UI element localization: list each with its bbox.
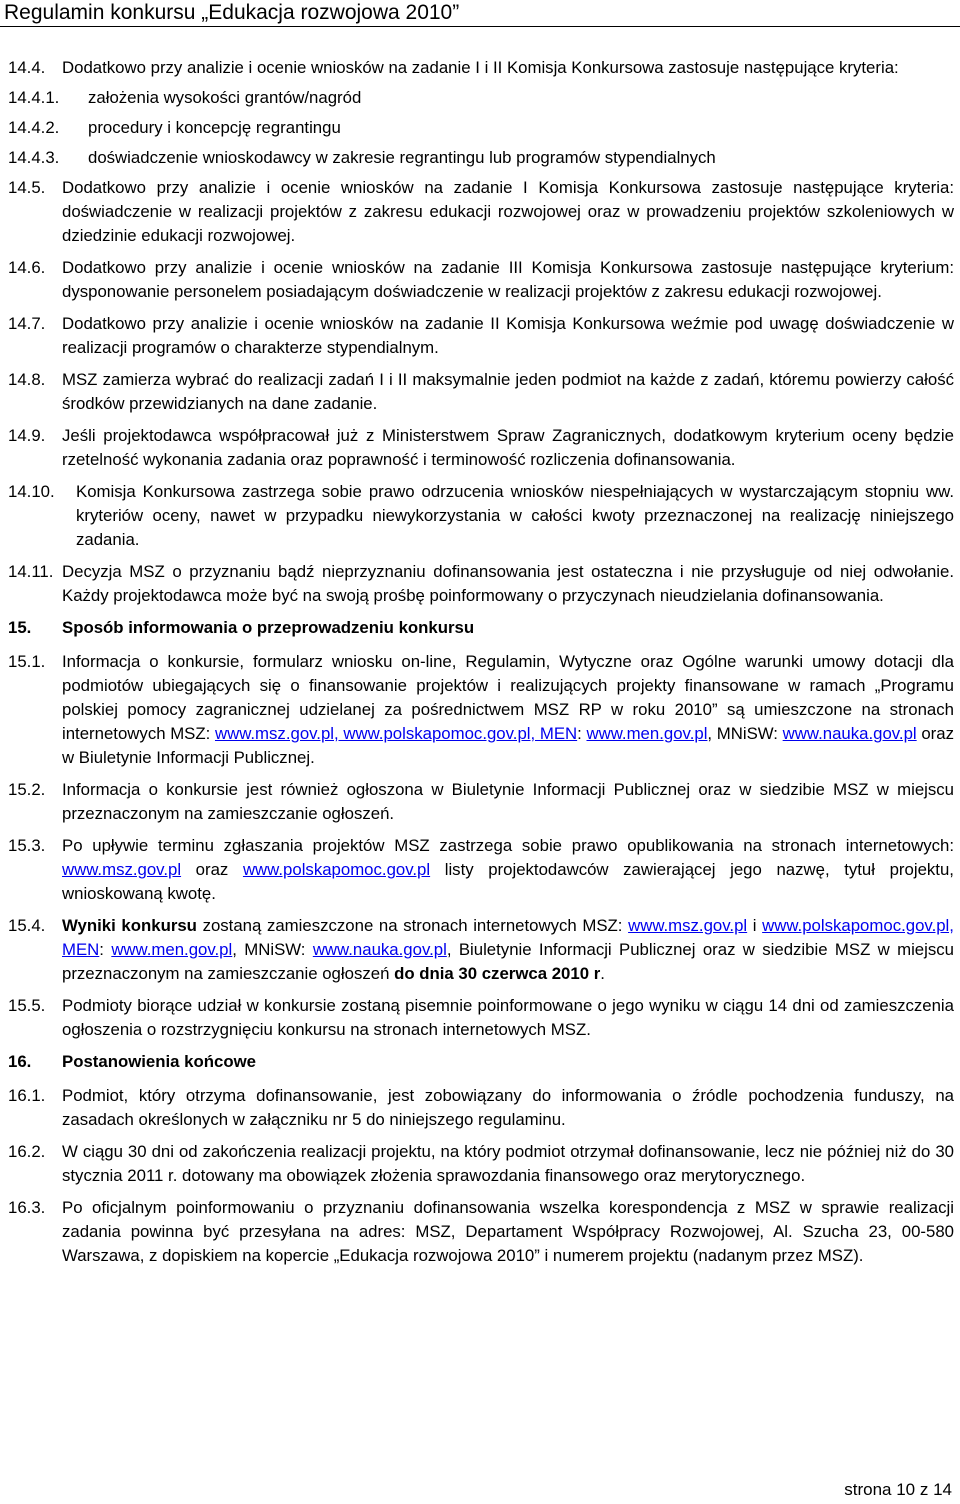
- paragraph-number: 14.4.2.: [8, 118, 60, 137]
- paragraph-text: listy projektodawców zawierającej jego nazwę, tytuł projektu, wnioskowaną kwotę.: [62, 860, 954, 903]
- paragraph-text: Po upływie terminu zgłaszania projektów MSZ zastrzega sobie prawo opublikowania na stronach internetowych:: [62, 836, 954, 855]
- paragraph-text: Informacja o konkursie, formularz wniosku on-line, Regulamin, Wytyczne oraz Ogólne warunki umowy dotacji dla podmiotów ubiegających się o finansowanie projektów i realizujących projekty finansowane w ramach „Programu polskiej pomocy zagranicznej udzielanej za pośrednictwem MSZ RP w roku 2010” są umieszczone na stronach internetowych MSZ:: [62, 652, 954, 743]
- section-number: 15.: [8, 618, 32, 637]
- paragraph-number: 14.7.: [8, 314, 46, 333]
- paragraph-number: 15.4.: [8, 916, 46, 935]
- paragraph-text: doświadczenie wnioskodawcy w zakresie regrantingu lub programów stypendialnych: [88, 148, 716, 167]
- paragraph-14-7: [8, 312, 954, 360]
- paragraph-14-5: [8, 176, 954, 248]
- paragraph-14-4-1: [8, 86, 954, 110]
- page-number: strona 10 z 14: [844, 1480, 952, 1499]
- paragraph-16-2: [8, 1140, 954, 1188]
- paragraph-14-9: [8, 424, 954, 472]
- paragraph-number: 14.6.: [8, 258, 46, 277]
- paragraph-number: 15.2.: [8, 780, 46, 799]
- paragraph-text: :: [577, 724, 582, 743]
- paragraph-15-3: [8, 834, 954, 906]
- men-link[interactable]: www.men.gov.pl: [586, 724, 708, 743]
- paragraph-15-5: [8, 994, 954, 1042]
- section-heading-16: [8, 1050, 954, 1074]
- paragraph-15-2: [8, 778, 954, 826]
- paragraph-text: Dodatkowo przy analizie i ocenie wniosków na zadanie III Komisja Konkursowa zastosuje następujące kryterium: dysponowanie personelem posiadającym doświadczenie w realizacji projektów z zakresu edukacji rozwojowej.: [62, 258, 954, 301]
- paragraph-14-4-2: [8, 116, 954, 140]
- paragraph-15-4: [8, 914, 954, 986]
- results-label: Wyniki konkursu: [62, 916, 197, 935]
- paragraph-number: 14.4.3.: [8, 148, 60, 167]
- paragraph-text: oraz w Biuletynie Informacji Publicznej.: [62, 724, 954, 767]
- paragraph-text: Decyzja MSZ o przyznaniu bądź nieprzyznaniu dofinansowania jest ostateczna i nie przysługuje od niej odwołanie. Każdy projektodawca może być na swoją prośbę poinformowany o przyczynach nieudzielania dofinansowania.: [62, 562, 954, 605]
- deadline-date: do dnia 30 czerwca 2010 r: [394, 964, 601, 983]
- paragraph-text: Podmiot, który otrzyma dofinansowanie, jest zobowiązany do informowania o źródle pochodzenia funduszy, na zasadach określonych w załączniku nr 5 do niniejszego regulaminu.: [62, 1086, 954, 1129]
- nauka-link[interactable]: www.nauka.gov.pl: [312, 940, 447, 959]
- paragraph-text: , MNiSW:: [707, 724, 778, 743]
- paragraph-16-3: [8, 1196, 954, 1268]
- paragraph-text: Komisja Konkursowa zastrzega sobie prawo odrzucenia wniosków niespełniających w wystarczającym stopniu ww. kryteriów oceny, nawet w przypadku niewykorzystania w całości kwoty przeznaczonej na realizację niniejszego zadania.: [76, 482, 954, 549]
- section-title: Sposób informowania o przeprowadzeniu konkursu: [62, 618, 475, 637]
- paragraph-number: 15.1.: [8, 652, 46, 671]
- paragraph-14-10: [8, 480, 954, 552]
- paragraph-16-1: [8, 1084, 954, 1132]
- paragraph-text: zostaną zamieszczone na stronach internetowych MSZ:: [202, 916, 623, 935]
- section-number: 16.: [8, 1052, 32, 1071]
- paragraph-number: 14.10.: [8, 482, 55, 501]
- paragraph-number: 14.8.: [8, 370, 46, 389]
- men-link[interactable]: www.men.gov.pl: [111, 940, 233, 959]
- paragraph-text: założenia wysokości grantów/nagród: [88, 88, 362, 107]
- paragraph-number: 16.1.: [8, 1086, 46, 1105]
- paragraph-text: Informacja o konkursie jest również ogłoszona w Biuletynie Informacji Publicznej oraz w siedzibie MSZ w miejscu przeznaczonym na zamieszczanie ogłoszeń.: [62, 780, 954, 823]
- paragraph-text: oraz: [195, 860, 229, 879]
- paragraph-15-1: [8, 650, 954, 770]
- paragraph-text: Jeśli projektodawca współpracował już z Ministerstwem Spraw Zagranicznych, dodatkowym kryterium oceny będzie rzetelność wykonania zadania oraz poprawność i terminowość rozliczenia dofinansowania.: [62, 426, 954, 469]
- paragraph-text: .: [600, 964, 605, 983]
- polskapomoc-link[interactable]: www.polskapomoc.gov.pl, MEN: [62, 916, 954, 959]
- msz-link[interactable]: www.msz.gov.pl: [628, 916, 748, 935]
- msz-link[interactable]: www.msz.gov.pl: [62, 860, 182, 879]
- paragraph-text: procedury i koncepcję regrantingu: [88, 118, 341, 137]
- paragraph-number: 15.5.: [8, 996, 46, 1015]
- paragraph-text: Po oficjalnym poinformowaniu o przyznaniu dofinansowania wszelka korespondencja z MSZ w sprawie realizacji zadania powinna być przesyłana na adres: MSZ, Departament Współpracy Rozwojowej, Al. Szucha 23, 00-580 Warszawa, z dopiskiem na kopercie „Edukacja rozwojowa 2010” i numerem projektu (nadanym przez MSZ).: [62, 1198, 954, 1265]
- paragraph-text: W ciągu 30 dni od zakończenia realizacji projektu, na który podmiot otrzymał dofinansowanie, lecz nie później niż do 30 stycznia 2011 r. dotowany ma obowiązek złożenia sprawozdania finansowego oraz merytorycznego.: [62, 1142, 954, 1185]
- paragraph-text: Dodatkowo przy analizie i ocenie wniosków na zadanie I i II Komisja Konkursowa zastosuje następujące kryteria:: [62, 58, 899, 77]
- paragraph-14-11: [8, 560, 954, 608]
- paragraph-number: 14.4.1.: [8, 88, 60, 107]
- paragraph-14-4-3: [8, 146, 954, 170]
- paragraph-number: 14.9.: [8, 426, 46, 445]
- paragraph-text: Dodatkowo przy analizie i ocenie wniosków na zadanie I Komisja Konkursowa zastosuje następujące kryteria: doświadczenie w realizacji projektów z zakresu edukacji rozwojowej oraz w prowadzeniu projektów szkoleniowych w dziedzinie edukacji rozwojowej.: [62, 178, 954, 245]
- paragraph-14-8: [8, 368, 954, 416]
- polskapomoc-link[interactable]: www.polskapomoc.gov.pl: [242, 860, 431, 879]
- paragraph-text: Dodatkowo przy analizie i ocenie wniosków na zadanie II Komisja Konkursowa weźmie pod uwagę doświadczenie w realizacji programów o charakterze stypendialnym.: [62, 314, 954, 357]
- paragraph-number: 14.4.: [8, 58, 46, 77]
- section-title: Postanowienia końcowe: [62, 1052, 256, 1071]
- paragraph-14-6: [8, 256, 954, 304]
- paragraph-text: i: [752, 916, 757, 935]
- section-heading-15: [8, 616, 954, 640]
- paragraph-text: :: [99, 940, 104, 959]
- paragraph-text: Podmioty biorące udział w konkursie zostaną pisemnie poinformowane o jego wyniku w ciągu 14 dni od zamieszczenia ogłoszenia o rozstrzygnięciu konkursu na stronach internetowych MSZ.: [62, 996, 954, 1039]
- document-body: [8, 56, 954, 1276]
- paragraph-text: , MNiSW:: [232, 940, 306, 959]
- paragraph-number: 14.11.: [8, 562, 54, 581]
- paragraph-text: , Biuletynie Informacji Publicznej oraz w siedzibie MSZ w miejscu przeznaczonym na zamieszczanie ogłoszeń: [62, 940, 954, 983]
- page-header: [0, 0, 960, 27]
- paragraph-14-4: [8, 56, 954, 80]
- paragraph-number: 16.2.: [8, 1142, 46, 1161]
- paragraph-number: 16.3.: [8, 1198, 46, 1217]
- document-title: Regulamin konkursu „Edukacja rozwojowa 2010”: [4, 1, 460, 24]
- nauka-link[interactable]: www.nauka.gov.pl: [782, 724, 917, 743]
- paragraph-number: 15.3.: [8, 836, 46, 855]
- paragraph-number: 14.5.: [8, 178, 46, 197]
- paragraph-text: MSZ zamierza wybrać do realizacji zadań I i II maksymalnie jeden podmiot na każde z zadań, któremu powierzy całość środków przewidzianych na dane zadanie.: [62, 370, 954, 413]
- msz-link[interactable]: www.msz.gov.pl, www.polskapomoc.gov.pl, MEN: [214, 724, 578, 743]
